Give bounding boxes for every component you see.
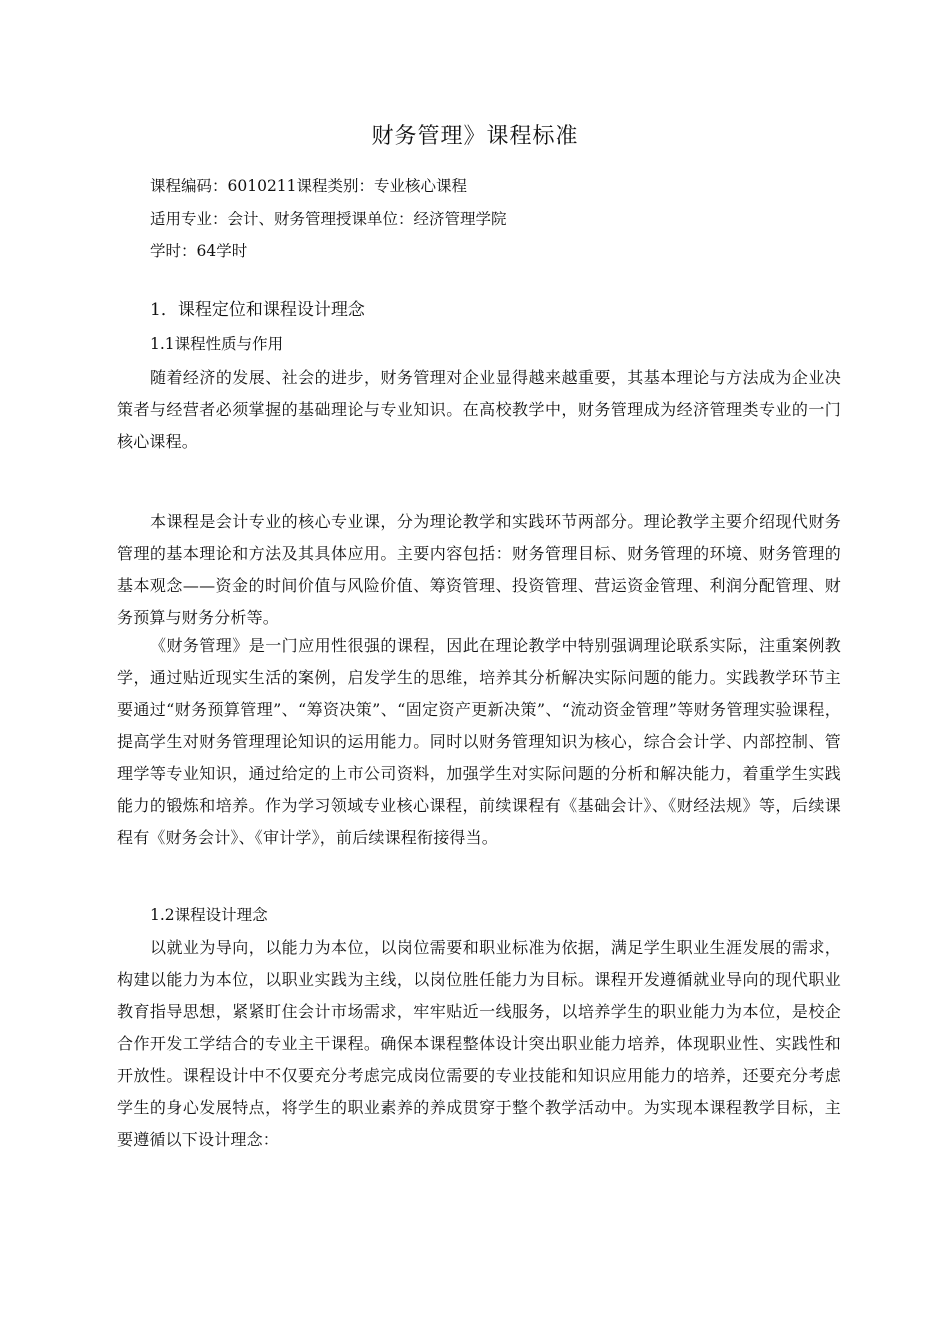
subsection-heading-1-1: 1.1课程性质与作用 <box>150 335 284 353</box>
paragraph-4: 以就业为导向，以能力为本位，以岗位需要和职业标准为依据，满足学生职业生涯发展的需求，构建以能力为本位，以职业实践为主线，以岗位胜任能力为目标。课程开发遵循就业导向的现代职业教育指导思想，紧紧盯住会计市场需求，牢牢贴近一线服务，以培养学生的职业能力为本位，是校企合作开发工学结合的专业主干课程。确保本课程整体设计突出职业能力培养，体现职业性、实践性和开放性。课程设计中不仅要充分考虑完成岗位需要的专业技能和知识应用能力的培养，还要充分考虑学生的身心发展特点，将学生的职业素养的养成贯穿于整个教学活动中。为实现本课程教学目标，主要遵循以下设计理念： <box>117 938 841 1149</box>
subsection-heading-1-2: 1.2课程设计理念 <box>150 906 268 924</box>
paragraph-2: 本课程是会计专业的核心专业课，分为理论教学和实践环节两部分。理论教学主要介绍现代财务管理的基本理论和方法及其具体应用。主要内容包括：财务管理目标、财务管理的环境、财务管理的基本观念——资金的时间价值与风险价值、筹资管理、投资管理、营运资金管理、利润分配管理、财务预算与财务分析等。 <box>117 512 841 627</box>
document-title: 财务管理》课程标准 <box>371 124 579 149</box>
paragraph-3: 《财务管理》是一门应用性很强的课程，因此在理论教学中特别强调理论联系实际，注重案例教学，通过贴近现实生活的案例，启发学生的思维，培养其分析解决实际问题的能力。实践教学环节主要通过“财务预算管理”、“筹资决策”、“固定资产更新决策”、“流动资金管理”等财务管理实验课程，提高学生对财务管理理论知识的运用能力。同时以财务管理知识为核心，综合会计学、内部控制、管理学等专业知识，通过给定的上市公司资料，加强学生对实际问题的分析和解决能力，着重学生实践能力的锻炼和培养。作为学习领域专业核心课程，前续课程有《基础会计》、《财经法规》等，后续课程有《财务会计》、《审计学》，前后续课程衔接得当。 <box>117 636 841 847</box>
hours-line: 学时：64学时 <box>150 242 248 260</box>
course-code-line: 课程编码：6010211课程类别：专业核心课程 <box>150 177 468 195</box>
section-heading-1: 1．课程定位和课程设计理念 <box>150 300 365 320</box>
major-unit-line: 适用专业：会计、财务管理授课单位：经济管理学院 <box>150 210 507 228</box>
paragraph-1: 随着经济的发展、社会的进步，财务管理对企业显得越来越重要，其基本理论与方法成为企业决策者与经营者必须掌握的基础理论与专业知识。在高校教学中，财务管理成为经济管理类专业的一门核心课程。 <box>117 368 841 451</box>
